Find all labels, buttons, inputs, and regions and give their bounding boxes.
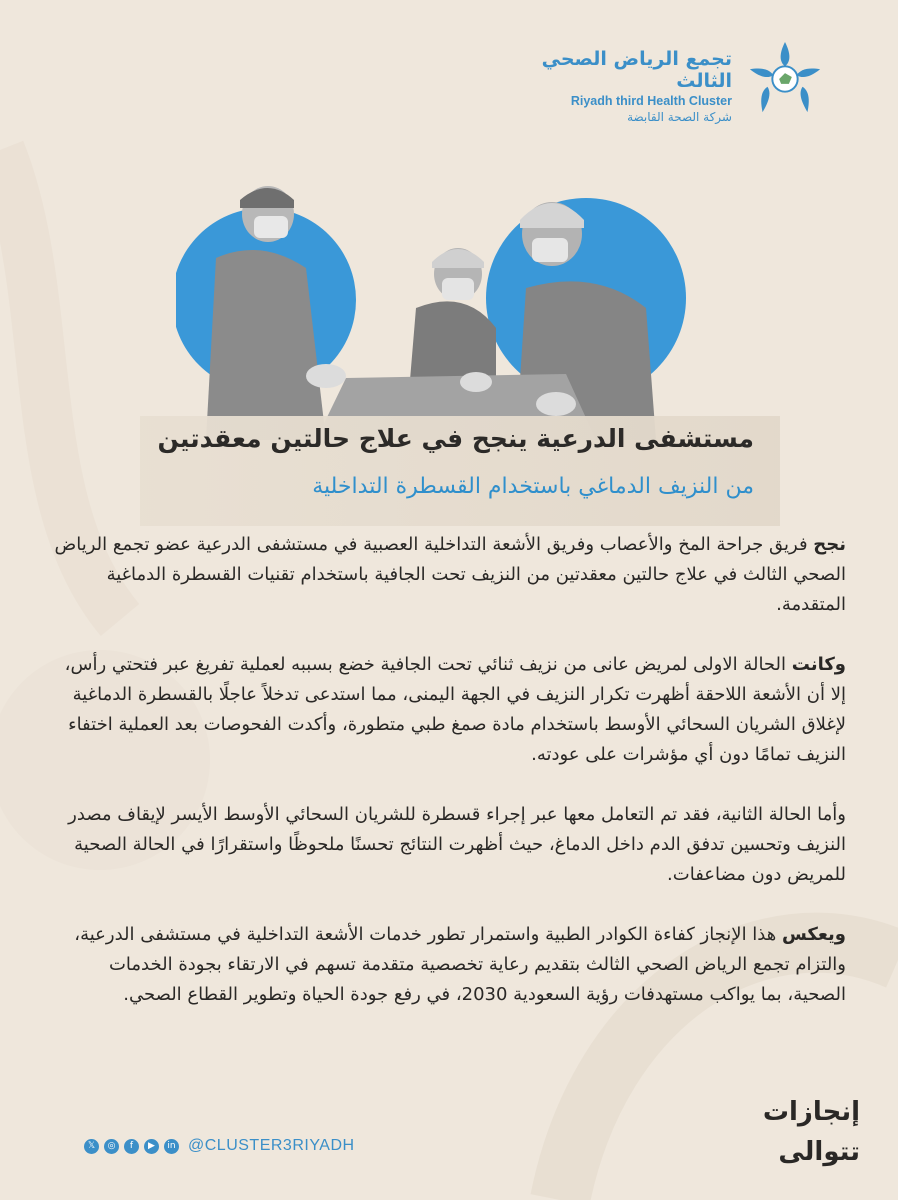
paragraph-2: [46, 650, 846, 770]
paragraph-4-text: هذا الإنجاز كفاءة الكوادر الطبية واستمرار تطور خدمات الأشعة التداخلية في مستشفى الدرعية، والتزام تجمع الرياض الصحي الثالث بتقديم رعاية تخصصية متقدمة تسهم في الارتقاء بجودة الخدمات الصحية، بما يواكب مستهدفات رؤية السعودية 2030، في رفع جودة الحياة وتطوير القطاع الصحي.: [74, 924, 846, 1005]
paragraph-4: [46, 920, 846, 1010]
paragraph-1: [46, 530, 846, 620]
facebook-icon[interactable]: f: [124, 1139, 139, 1154]
social-bar: [84, 1134, 355, 1158]
youtube-icon[interactable]: ▶: [144, 1139, 159, 1154]
paragraph-1-text: فريق جراحة المخ والأعصاب وفريق الأشعة التداخلية العصبية في مستشفى الدرعية عضو تجمع الرياض الصحي الثالث في علاج حالتين معقدتين من النزيف تحت الجافية باستخدام تقنيات القسطرة الدماغية المتقدمة.: [54, 534, 846, 615]
paragraph-2-lead: وكانت: [791, 654, 846, 675]
social-handle[interactable]: @CLUSTER3RIYADH: [188, 1137, 355, 1154]
brand-name-arabic: تجمع الرياض الصحي الثالث: [541, 48, 732, 92]
paragraph-1-lead: نجح: [813, 534, 846, 555]
brand-logo: [534, 40, 824, 124]
linkedin-icon[interactable]: in: [164, 1139, 179, 1154]
paragraph-4-lead: ويعكس: [781, 924, 846, 945]
surgical-team-photo: [176, 178, 696, 440]
paragraph-2-text: الحالة الاولى لمريض عانى من نزيف ثنائي تحت الجافية خضع بسببه لعملية تفريغ عبر فتحتي رأس، إلا أن الأشعة اللاحقة أظهرت تكرار النزيف في الجهة اليمنى، مما استدعى تدخلاً عاجلًا بالقسطرة الدماغية لإغلاق الشريان السحائي الأوسط باستخدام مادة صمغ طبي متطورة، وأكدت الفحوصات بعد العملية اختفاء النزيف تمامًا دون أي مؤشرات على عودته.: [64, 654, 846, 765]
brand-parent: شركة الصحة القابضة: [627, 110, 732, 124]
footer-tagline: [763, 1092, 860, 1172]
tagline-line-1: إنجازات: [762, 1097, 860, 1127]
x-icon[interactable]: 𝕏: [84, 1139, 99, 1154]
headline-title: مستشفى الدرعية ينجح في علاج حالتين معقدتين: [157, 424, 754, 453]
brand-name-english: Riyadh third Health Cluster: [570, 94, 732, 108]
instagram-icon[interactable]: ◎: [104, 1139, 119, 1154]
tagline-line-2: تتوالى: [778, 1137, 860, 1167]
article-body: [46, 530, 846, 1040]
paragraph-3: [46, 800, 846, 890]
paragraph-3-text: وأما الحالة الثانية، فقد تم التعامل معها عبر إجراء قسطرة للشريان السحائي الأوسط الأيسر لإيقاف مصدر النزيف وتحسين تدفق الدم داخل الدماغ، حيث أظهرت النتائج تحسنًا ملحوظًا واستقرارًا في الحالة الصحية للمريض دون مضاعفات.: [68, 804, 846, 885]
star-logo-icon: [746, 40, 824, 118]
headline-subtitle: من النزيف الدماغي باستخدام القسطرة التداخلية: [312, 474, 754, 499]
